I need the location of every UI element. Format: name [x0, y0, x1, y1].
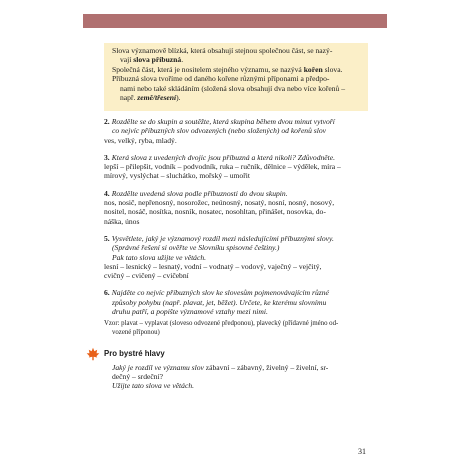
bonus-words: dečný – srdeční?	[112, 371, 164, 381]
exercise-words: lesní – lesnický – lesnatý, vodní – vodnatý – vodový, vaječný – vejčitý,	[104, 261, 322, 271]
example-word: země/třesení	[137, 93, 177, 103]
task-text: (Správné řešení si ověřte ve Slovníku spisovné češtiny.)	[112, 243, 280, 253]
text: .	[181, 55, 184, 65]
text: Slova významově blízká, která obsahují stejnou společnou část, se nazý-	[112, 46, 333, 55]
exercise-task	[104, 189, 288, 198]
example-note	[104, 320, 370, 337]
exercise-number: 2.	[104, 117, 110, 126]
note-text: Vzor: plavat – vyplavat (sloveso odvozené předponou), plavecký (přídavné jméno od-	[104, 320, 339, 328]
exercise-task	[104, 234, 334, 243]
exercise-task	[104, 117, 335, 126]
header-band	[83, 14, 387, 28]
bonus-task	[104, 363, 370, 391]
term-bold: slova příbuzná	[133, 55, 182, 65]
exercise-5	[104, 234, 370, 280]
term-bold: kořen	[303, 64, 323, 74]
exercise-task	[104, 288, 329, 297]
exercise-words: cvičný – cvičený – cvičební	[104, 271, 189, 281]
exercise-number: 3.	[104, 152, 110, 162]
task-text: Rozdělte se do skupin a soutěžte, která skupina během dvou minut vytvoří	[111, 117, 335, 126]
exercise-number: 6.	[104, 288, 110, 298]
exercise-words: mírový, vyslýchat – sluchátko, mořský – umořit	[104, 171, 250, 181]
exercise-task	[104, 153, 335, 162]
text: např.	[120, 93, 138, 103]
task-text: druhu patří, a popište významové vztahy mezi nimi.	[112, 307, 268, 317]
text: ).	[176, 93, 181, 103]
bonus-text: Užijte tato slova ve větách.	[112, 381, 195, 391]
definition-line	[112, 55, 363, 64]
exercise-number: 4.	[104, 188, 110, 198]
definition-line	[112, 93, 363, 102]
definition-line	[112, 65, 363, 74]
exercises	[104, 117, 370, 390]
text: Společná část, která je nositelem stejného významu, se nazývá	[112, 64, 304, 74]
page-number: 31	[358, 447, 366, 456]
bonus-title: Pro bystré hlavy	[104, 348, 165, 358]
exercise-words: ves, velký, ryba, mladý.	[104, 135, 177, 145]
definition-line	[112, 46, 363, 55]
task-text: Pak tato slova užijte ve větách.	[112, 252, 207, 262]
task-text: Rozdělte uvedená slova podle příbuznosti do dvou skupin.	[111, 188, 288, 198]
definition-line	[112, 74, 363, 83]
task-text: způsoby pohybu (např. plavat, jet, běžet). Určete, ke kterému slovnímu	[112, 297, 327, 307]
text: vají	[120, 55, 134, 65]
bonus-text: Jaký je rozdíl ve významu slov	[112, 362, 206, 372]
exercise-words: nos, nosič, nepřenosný, nosorožec, neúnosný, nosatý, nosní, nosný, nosový,	[104, 198, 335, 208]
bonus-words: zábavní – zábavný, živelný – živelní, sr-	[205, 362, 329, 372]
text: slova.	[322, 64, 343, 74]
exercise-words: nositel, nosáč, nosítka, nosník, nosatec, nosohltan, přinášet, nosovka, do-	[104, 207, 326, 217]
note-text: vozené příponou)	[112, 328, 160, 336]
definition-line	[112, 84, 363, 93]
maple-leaf-icon	[86, 347, 100, 361]
task-text: Najděte co nejvíc příbuzných slov ke slovesům pojmenovávajícím různé	[111, 288, 329, 298]
task-text: co nejvíc příbuzných slov odvozených (nebo složených) od kořenů slov	[112, 126, 327, 136]
text: nami nebo také skládáním (složená slova obsahují dva nebo více kořenů –	[120, 83, 346, 93]
exercise-words: lepší – přilepšit, vodník – podvodník, ruka – ručník, dělnice – výdělek, míra –	[104, 162, 341, 172]
task-text: Vysvětlete, jaký je významový rozdíl mezi následujícími příbuznými slovy.	[111, 233, 334, 243]
exercise-words: náška, únos	[104, 216, 140, 226]
exercise-6	[104, 288, 370, 337]
definition-box	[104, 43, 368, 111]
exercise-3	[104, 153, 370, 181]
task-text: Která slova z uvedených dvojic jsou příbuzná a která nikoli? Zdůvodněte.	[111, 152, 336, 162]
exercise-4	[104, 189, 370, 226]
exercise-2	[104, 117, 370, 145]
text: Příbuzná slova tvoříme od daného kořene různými příponami a předpo-	[112, 74, 330, 84]
bonus-header	[104, 347, 370, 361]
exercise-number: 5.	[104, 233, 110, 243]
